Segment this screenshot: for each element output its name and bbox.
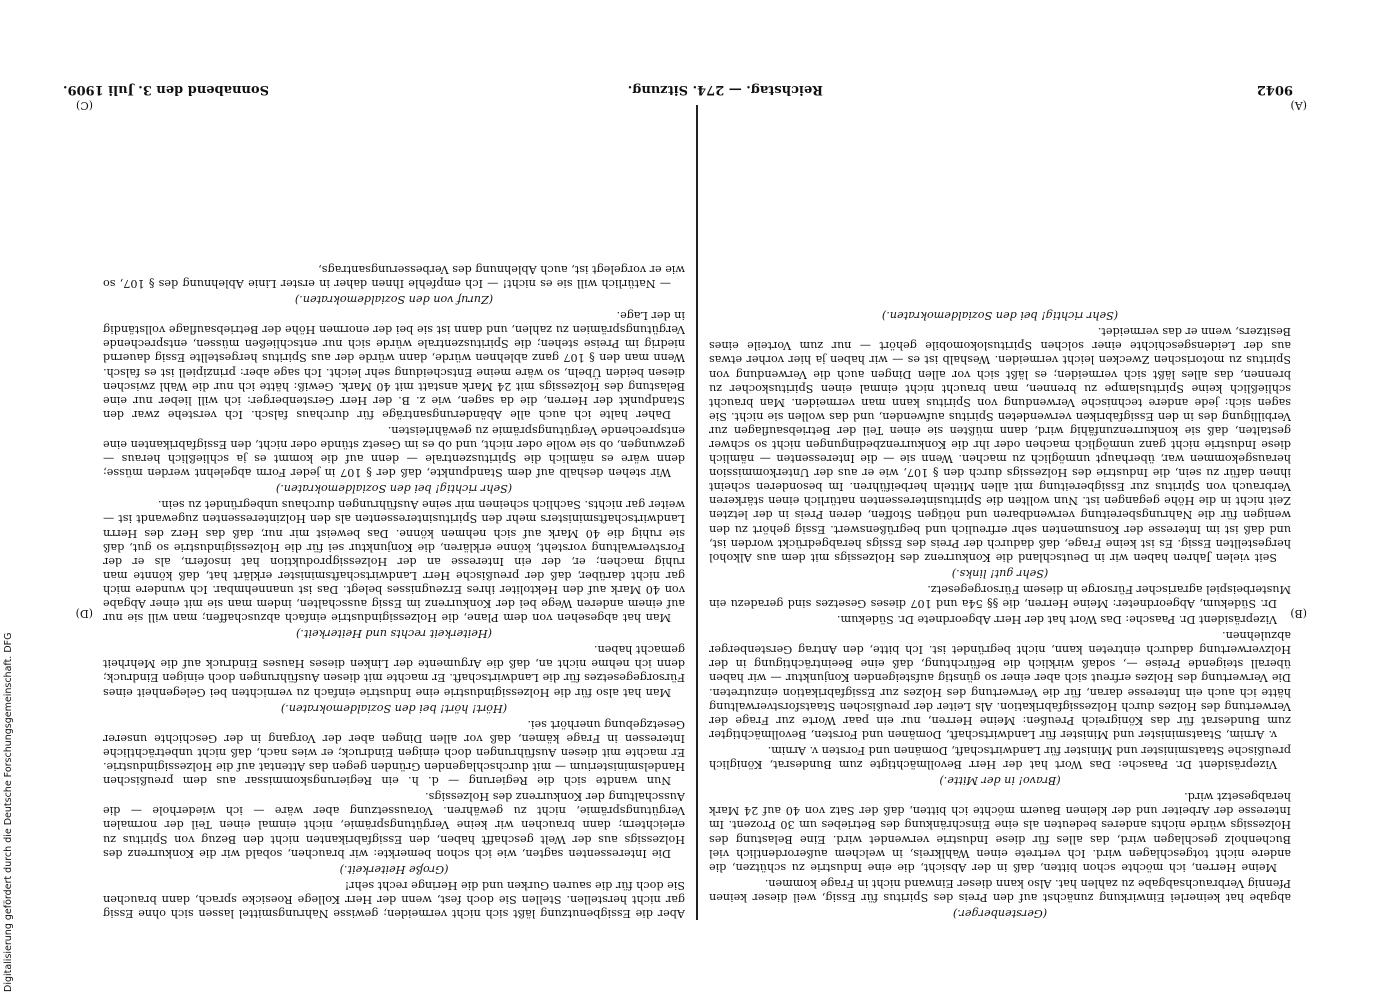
interjection: (Heiterkeit rechts und Heiterkeit.) — [296, 627, 492, 641]
paragraph: Wir stehen deshalb auf dem Standpunkte, daß der § 107 in jeder Form abgelehnt werden müsse; denn wäre es nämlich die Spirituszentrale — denn auf die kommt es ja schließlich heraus — gezwungen, ob sie wolle oder nicht, und ob es im Gesetz stünde oder nicht, den Essigfabrikanten eine entsprechende Vergütungsprämie zu gewährleisten. — [103, 423, 685, 480]
session-date: Sonnabend den 3. Juli 1909. — [63, 82, 269, 97]
column-divider — [696, 105, 698, 920]
margin-mark-d: (D) — [75, 607, 93, 620]
paragraph: — Natürlich will sie es nicht! — Ich empfehle Ihnen daher in erster Linie Ablehnung des § 107, so wie er vorgelegt ist, auch Ablehnung des Verbesserungsantrags, — [103, 262, 685, 290]
interjection: (Große Heiterkeit.) — [339, 862, 449, 876]
page-number: 9042 — [1256, 82, 1293, 97]
digitization-credit: Digitalisierung gefördert durch die Deutsche Forschungsgemeinschaft. DFG — [3, 632, 14, 992]
speaker-header: (Gerstenberger.) — [952, 907, 1048, 920]
paragraph: Nun wandte sich die Regierung — d. h. ein Regierungskommissar aus dem preußischen Handelsministerium — mit durchschlagenden Gründen gegen das Attentat auf die Holzessigindustrie. Er machte mit diesen Ausführungen doch einigen Eindruck; er wies nach, daß nicht unbeträchtliche Interessen in Frage kämen, daß vor allen Dingen aber der Vorgang in der Geschichte unserer Gesetzgebung unerhört sei. — [103, 717, 685, 788]
interjection: (Bravo! in der Mitte.) — [939, 774, 1061, 788]
paragraph: Die Interessenten sagten, wie ich schon bemerkte: wir brauchen, sobald wir die Konkurrenz des Holzessigs aus der Welt geschafft haben, den Essigfabrikanten nicht den Bezug von Spiritus zu erleichtern; dann brauchen wir keine Vergütungsprämie, nicht einmal einen Teil der normalen Vergütungsprämie, nicht zu gewähren. Voraussetzung aber wäre — ich wiederhole — die Ausschaltung der Konkurrenz des Holzessigs. — [103, 790, 685, 860]
paragraph: Aber die Essigbenutzung läßt sich nicht vermeiden; gewisse Nahrungsmittel lassen sich ohne Essig gar nicht herstellen. Stellen Sie doch fest, wenn der Herr Kollege Roesicke sprach, dann brauchen Sie doch für die sauren Gurken und die Heringe recht sehr! — [103, 878, 685, 920]
page-header — [63, 77, 1293, 97]
paragraph: Seit vielen Jahren haben wir in Deutschland die Konkurrenz des Holzessigs mit dem aus Alkohol hergestellten Essig. Es ist keine Frage, daß dadurch der Preis des Essigs herabgedrückt worden ist, und daß ist im Interesse der Konsumenten sehr erfreulich und begrüßenswert. Essig gehört zu den wenigen für die Nahrungsbereitung verwendbaren und nötigen Stoffen, deren Preis in der letzten Zeit nicht in die Höhe gegangen ist. Nun wollten die Spiritusinteressenten natürlich einen stärkeren Verbrauch von Spiritus zur Essigbereitung mit allen Mitteln herbeiführen. Im besonderen scheint ihnen dafür zu sein, die Industrie des Holzessigs durch den § 107, wie er aus der Unterkommission herausgekommen war, überhaupt unmöglich zu machen. Wenn sie — die Interessenten — nämlich diese Industrie nicht ganz unmöglich machen oder ihr die Konkurrenzbedingungen nicht so schwer gestalten, daß sie konkurrenzunfähig wird, dann müßten sie einen Teil der Betriebsauflagen zur Verbilligung des in den Essigfabriken verwendeten Spiritus aufwenden, und das wollen sie nicht. Sie sagen sich: jede andere technische Verwendung von Spiritus kann man vermeiden. Man braucht schließlich keine Spirituslampe zu brennen, man braucht nicht einmal einen Spirituskocher zu brennen, das alles läßt sich vermeiden; es läßt sich vor allen Dingen auch die Verwendung von Spiritus zu motorischen Zwecken leicht vermeiden. Weshalb ist es — wir haben ja hier vorher etwas aus der Leidensgeschichte einer solchen Spirituslokomobile gehört — nur zum Vorteile eines Besitzers, wenn er das vermeidet. — [709, 325, 1291, 564]
text-column-left — [709, 105, 1291, 920]
paragraph: Vizepräsident Dr. Paasche: Das Wort hat der Herr Bevollmächtigte zum Bundesrat, Königlich preußische Staatsminister und Minister für Landwirtschaft, Domänen und Forsten v. Arnim. — [709, 743, 1291, 772]
paragraph: Man hat abgesehen von dem Plane, die Holzessigindustrie einfach abzuschaffen; man will sie nur auf einem anderen Wege bei der Konkurrenz im Essig ausschalten, indem man sie mit einer Abgabe von 40 Mark auf den Hektoliter ihres Erzeugnisses belegt. Das ist unannehmbar. Ich wundere mich gar nicht darüber, daß der preußische Herr Landwirtschaftsminister erklärt hat, daß könnte man ruhig machen; er, der ein Interesse an der Holzessigproduktion hat insofern, als er der Forstverwaltung vorsteht, könne erklären, die Konjunktur sei für die Holzessigindustrie so gut, daß sie ruhig die 40 Mark auf sich nehmen könne. Das beweist mir nur, daß das Herz des Herrn Landwirtschaftsministers mehr den Spiritusinteressenten als den Holzinteressenten zugewandt ist — weiter gar nichts. Sachlich scheinen mir seine Ausführungen durchaus unbegründet zu sein. — [103, 498, 685, 625]
paragraph: v. Arnim, Staatsminister und Minister für Landwirtschaft, Domänen und Forsten, Bevollmächtigter zum Bundesrat für das Königreich Preußen: Meine Herren, nur ein paar Worte zur Frage der Verwertung des Holzes durch Holzessigfabrikation. Als Leiter der preußischen Staatsforstverwaltung hätte ich auch ein Interesse daran, für die Verwertung des Holzes zur Essigfabrikation einzutreten. Die Verwertung des Holzes erfreut sich aber einer so günstig aufsteigenden Konjunktur — wir haben überall steigende Preise —, sodaß wirklich die Befürchtung, daß eine Beeinträchtigung in der Holzverwertung dadurch eintreten kann, nicht begründet ist. Ich bitte, den Antrag Gerstenberger abzulehnen. — [709, 629, 1291, 741]
paragraph: Vizepräsident Dr. Paasche: Das Wort hat der Herr Abgeordnete Dr. Südekum. — [836, 613, 1277, 627]
running-title: Reichstag. — 274. Sitzung. — [627, 82, 823, 97]
interjection: (Sehr richtig! bei den Sozialdemokraten.) — [275, 482, 513, 496]
margin-mark-b: (B) — [1290, 607, 1307, 620]
interjection: (Zuruf von den Sozialdemokraten.) — [294, 293, 494, 307]
paragraph: Daher halte ich auch alle Abänderungsanträge für durchaus falsch. Ich verstehe zwar den Standpunkt der Herren, die da sagen, wie z. B. der Herr Gerstenberger: ich will lieber nur eine Belastung des Holzessigs mit 24 Mark anstatt mit 40 Mark. Gewiß: hätte ich nur die Wahl zwischen diesen beiden Übeln, so wäre meine Entscheidung sehr leicht. Ich sage aber: prinzipiell ist es falsch. Wenn man den § 107 ganz ablehnen würde, dann würde der aus Spiritus hergestellte Essig dauernd niedrig im Preise stehen; die Spirituszentrale würde sich nur entschließen müssen, entsprechende Vergütungsprämien zu zahlen, und dann ist sie bei der enormen Höhe der Betriebsauflage vollständig in der Lage. — [103, 309, 685, 421]
paragraph: Dr. Südekum, Abgeordneter: Meine Herren, die §§ 54a und 107 dieses Gesetzes sind geradezu ein Musterbeispiel agrarischer Fürsorge in diesem Fürsorgegesetz. — [709, 582, 1291, 611]
interjection: (Hört! hört! bei den Sozialdemokraten.) — [280, 701, 508, 715]
text-column-right — [103, 105, 685, 920]
margin-mark-a: (A) — [1290, 99, 1307, 112]
paragraph: abgabe hat keinerlei Einwirkung zunächst auf den Preis des Spiritus für Essig, weil dieser keinen Pfennig Verbrauchsabgabe zu zahlen hat. Also kann dieser Einwand nicht in Frage kommen. — [709, 876, 1291, 904]
interjection: (Sehr richtig! bei den Sozialdemokraten.) — [881, 309, 1119, 323]
paragraph: Meine Herren, ich möchte schon bitten, daß in der Absicht, die eine Industrie zu schützen, die andere nicht totgeschlagen wird. Ich vertrete einen Wahlkreis, in welchem außerordentlich viel Buchenholz geschlagen wird, das alles für diese Industrie verwendet wird. Eine Belastung des Holzessigs würde nichts anderes bedeuten als eine Einschränkung des Betriebes um 30 Prozent. Im Interesse der Arbeiter und der kleinen Bauern möchte ich bitten, daß der Satz von 40 auf 24 Mark herabgesetzt wird. — [709, 790, 1291, 874]
margin-mark-c: (C) — [76, 99, 93, 112]
interjection: (Sehr gut! links.) — [951, 566, 1049, 580]
paragraph: Man hat also für die Holzessigindustrie eine Industrie einfach zu vernichten bei Gelegenheit eines Fürsorgegesetzes für die Landwirtschaft. Er machte mit diesen Ausführungen doch einigen Eindruck; denn ich nehme nicht an, daß die Argumente der Linken dieses Hauses Eindruck auf die Mehrheit gemacht haben. — [103, 643, 685, 699]
